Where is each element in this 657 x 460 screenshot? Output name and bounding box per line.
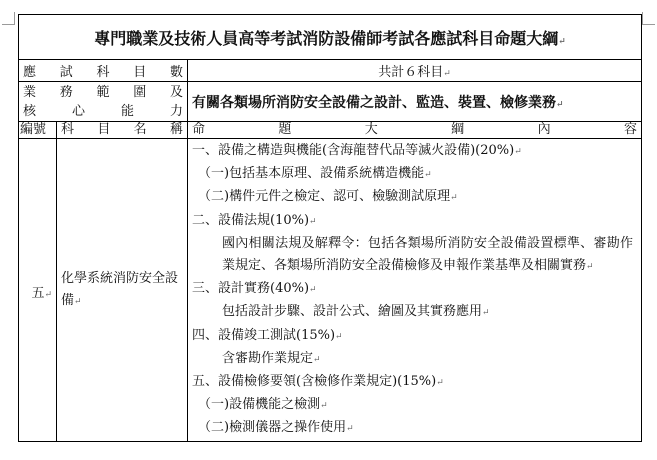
outline-line: 包括設計步驟、設計公式、繪圖及其實務應用↵: [222, 304, 490, 320]
label-char: 科: [96, 65, 110, 80]
scope-value: 有關各類場所消防安全設備之設計、監造、裝置、檢修業務↵: [188, 82, 642, 122]
outline-line: 四、設備竣工測試(15%)↵: [192, 327, 343, 343]
label-char: 核: [23, 103, 37, 119]
label-char: 內: [537, 122, 551, 137]
title-row: [19, 15, 642, 60]
outline-line: 國內相關法規及解釋令：包括各類場所消防安全設備設置標準、審勘作業規定、各類場所消防安全設備檢修及申報作業基準及相關實務↵: [222, 235, 633, 274]
label-char: 及: [169, 84, 183, 100]
label-char: 能: [120, 103, 134, 119]
label-char: 題: [278, 122, 292, 137]
scope-row: [19, 82, 642, 122]
subject-count-label: [19, 60, 188, 82]
label-char: 命: [192, 122, 206, 137]
outline-line: 二、設備法規(10%)↵: [192, 212, 317, 228]
outline-line: 五、設備檢修要領(含檢修作業規定)(15%)↵: [192, 374, 444, 390]
outline-line: 一、設備之構造與機能(含海龍替代品等滅火設備)(20%)↵: [192, 143, 522, 158]
outline-content: [188, 139, 642, 442]
subject-number: 五↵: [19, 139, 57, 442]
label-char: 力: [169, 103, 183, 119]
scope-label: [19, 82, 188, 122]
document-title: 專門職業及技術人員高等考試消防設備師考試各應試科目命題大綱↵: [19, 15, 642, 60]
label-char: 業: [23, 84, 37, 100]
label-char: 應: [23, 65, 37, 80]
outline-line: （二)構件元件之檢定、認可、檢驗測試原理↵: [198, 189, 458, 205]
label-char: 容: [623, 122, 637, 137]
subject-count-value: 共計６科目↵: [188, 60, 642, 82]
label-char: 科: [61, 122, 75, 137]
label-char: 名: [133, 122, 147, 137]
outline-line: （二)檢測儀器之操作使用↵: [198, 420, 354, 436]
margin-corner-mark: [2, 12, 15, 25]
outline-line: （一)設備機能之檢測↵: [198, 397, 328, 413]
header-content: [188, 122, 642, 139]
margin-corner-mark: [642, 12, 655, 25]
column-header-row: [19, 122, 642, 139]
label-char: 範: [96, 84, 110, 100]
label-char: 數: [169, 65, 183, 80]
subject-name: 化學系統消防安全設備↵: [57, 139, 188, 442]
outline-line: 含審勘作業規定↵: [222, 350, 321, 366]
outline-line: 三、設計實務(40%)↵: [192, 281, 317, 297]
exam-outline-table: [18, 14, 642, 442]
label-char: 大: [364, 122, 378, 137]
label-char: 目: [133, 65, 147, 80]
label-char: 稱: [169, 122, 183, 137]
label-char: 務: [59, 84, 73, 100]
header-number: 編號: [19, 122, 57, 139]
label-char: 心: [71, 103, 85, 119]
label-char: 目: [97, 122, 111, 137]
subject-count-row: [19, 60, 642, 82]
subject-row: [19, 139, 642, 442]
label-char: 圍: [133, 84, 147, 100]
outline-line: （一)包括基本原理、設備系統構造機能↵: [198, 166, 432, 182]
label-char: 綱: [451, 122, 465, 137]
header-subject: [57, 122, 188, 139]
label-char: 試: [59, 65, 73, 80]
